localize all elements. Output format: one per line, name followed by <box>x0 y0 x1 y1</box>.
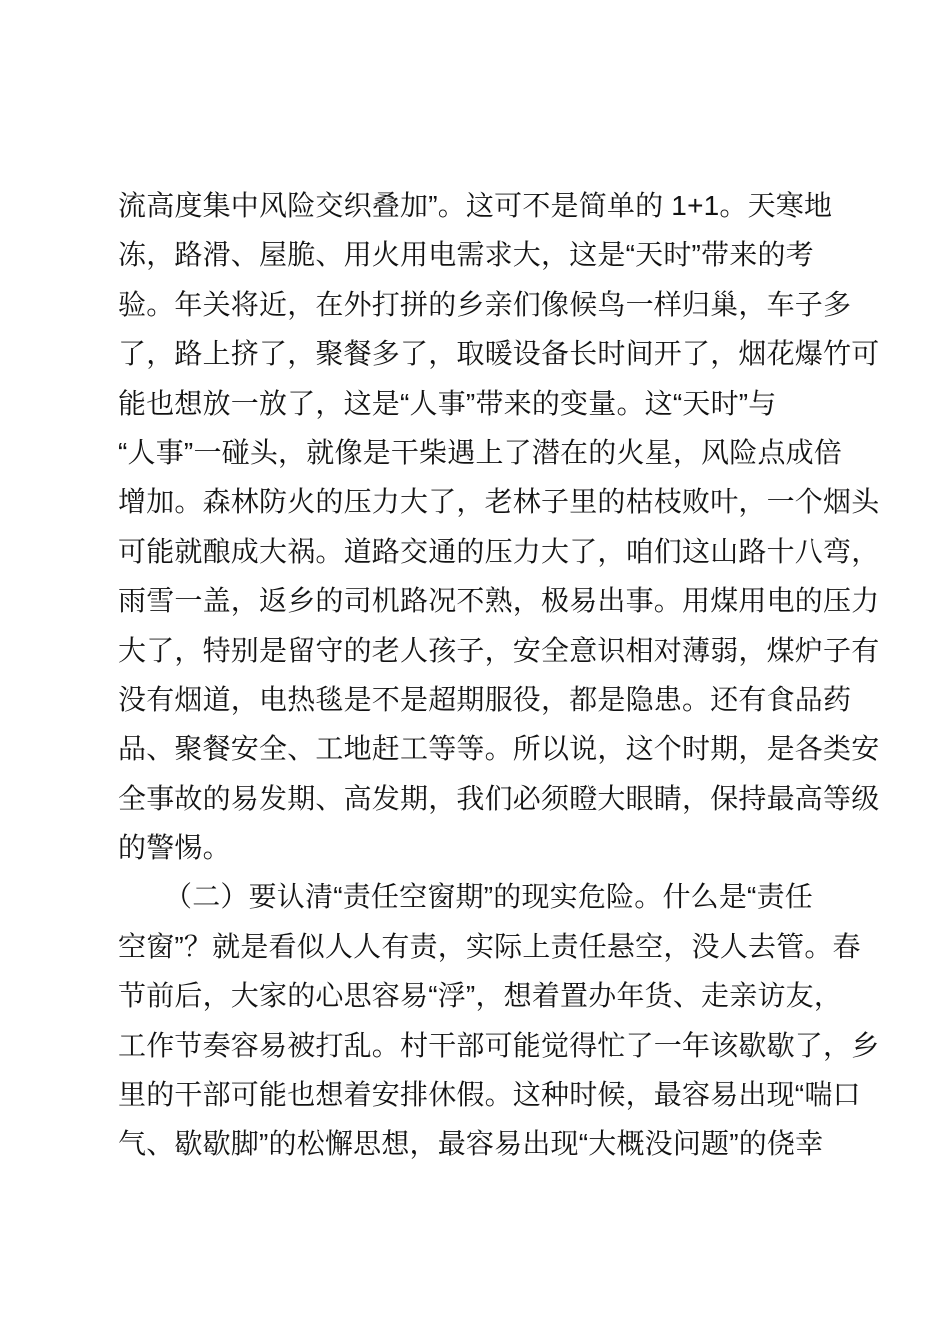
document-body <box>118 181 880 1169</box>
text-line: 增加。森林防火的压力大了，老林子里的枯枝败叶，一个烟头 <box>118 486 880 518</box>
text-line: 验。年关将近，在外打拼的乡亲们像候鸟一样归巢，车子多 <box>118 288 852 320</box>
text-line: “人事”一碰头，就像是干柴遇上了潜在的火星，风险点成倍 <box>118 436 843 468</box>
text-line: 没有烟道，电热毯是不是超期服役，都是隐患。还有食品药 <box>118 683 852 715</box>
text-line: 节前后，大家的心思容易“浮”，想着置办年货、走亲访友， <box>118 980 843 1012</box>
text-line: 流高度集中风险交织叠加”。这可不是简单的 1+1。天寒地 <box>118 190 833 221</box>
paragraph-1 <box>118 181 880 872</box>
text-line: 工作节奏容易被打乱。村干部可能觉得忙了一年该歇歇了，乡 <box>118 1029 880 1061</box>
text-line: 里的干部可能也想着安排休假。这种时候，最容易出现“喘口 <box>118 1079 861 1111</box>
text-line: 了，路上挤了，聚餐多了，取暖设备长时间开了，烟花爆竹可 <box>118 338 880 370</box>
text-line: （二）要认清“责任空窗期”的现实危险。什么是“责任 <box>164 881 813 913</box>
text-line: 空窗”？就是看似人人有责，实际上责任悬空，没人去管。春 <box>118 930 861 962</box>
text-line: 的警惕。 <box>118 832 231 864</box>
text-line: 气、歇歇脚”的松懈思想，最容易出现“大概没问题”的侥幸 <box>118 1128 824 1160</box>
text-line: 冻，路滑、屋脆、用火用电需求大，这是“天时”带来的考 <box>118 239 814 271</box>
text-line: 品、聚餐安全、工地赶工等等。所以说，这个时期，是各类安 <box>118 733 880 765</box>
text-line: 可能就酿成大祸。道路交通的压力大了，咱们这山路十八弯， <box>118 535 880 567</box>
text-line: 全事故的易发期、高发期，我们必须瞪大眼睛，保持最高等级 <box>118 782 880 814</box>
paragraph-2 <box>118 872 880 1168</box>
text-line: 大了，特别是留守的老人孩子，安全意识相对薄弱，煤炉子有 <box>118 634 880 666</box>
text-line: 雨雪一盖，返乡的司机路况不熟，极易出事。用煤用电的压力 <box>118 585 880 617</box>
text-line: 能也想放一放了，这是“人事”带来的变量。这“天时”与 <box>118 387 777 419</box>
